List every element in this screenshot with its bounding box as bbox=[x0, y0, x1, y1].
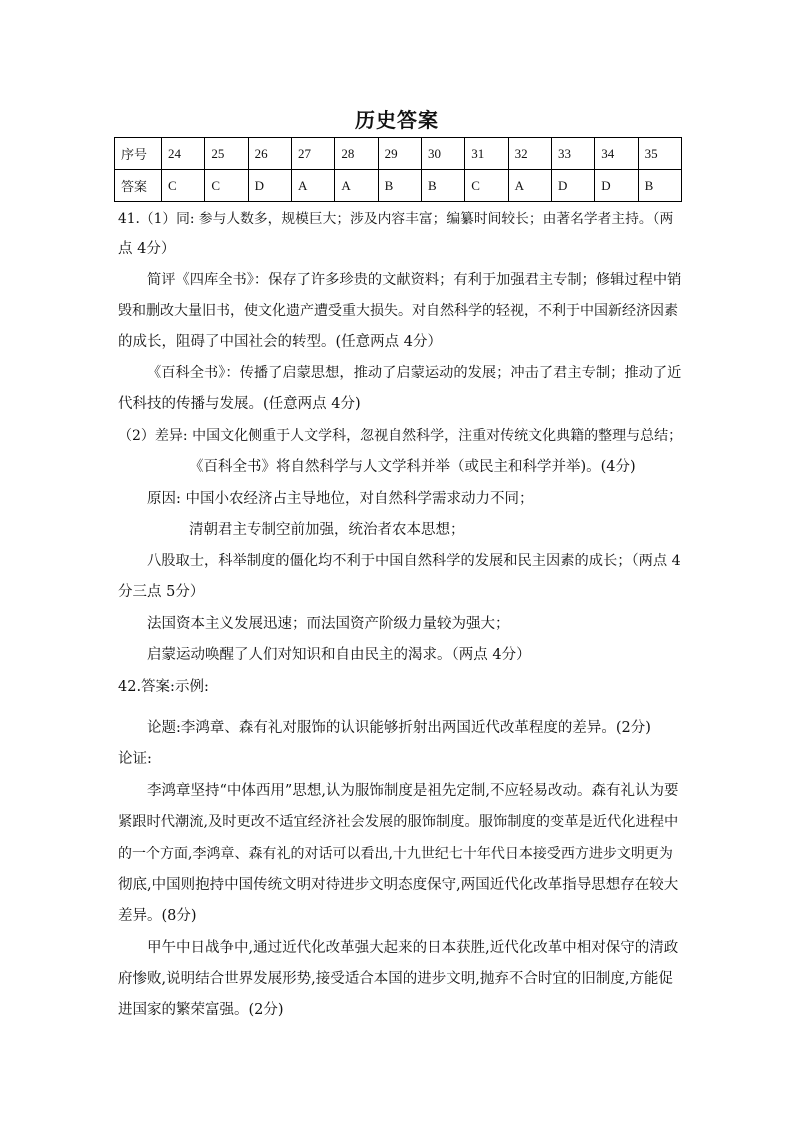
question-number: 35 bbox=[638, 138, 681, 170]
question-number: 26 bbox=[248, 138, 291, 170]
answer-cell: C bbox=[205, 170, 248, 202]
question-number: 34 bbox=[595, 138, 638, 170]
row-header-number: 序号 bbox=[115, 138, 162, 170]
answer-line: 甲午中日战争中,通过近代化改革强大起来的日本获胜,近代化改革中相对保守的清政 bbox=[147, 940, 679, 956]
answer-cell: D bbox=[595, 170, 638, 202]
answer-cell: C bbox=[465, 170, 508, 202]
answer-line: 论证: bbox=[118, 751, 152, 767]
answer-cell: C bbox=[162, 170, 205, 202]
answer-line: 李鸿章坚持“中体西用”思想,认为服饰制度是祖先定制,不应轻易改动。森有礼认为要 bbox=[147, 783, 679, 799]
answer-line: 进国家的繁荣富强。(2分) bbox=[118, 1002, 284, 1018]
page-title: 历史答案 bbox=[355, 108, 439, 132]
question-number: 24 bbox=[162, 138, 205, 170]
answer-line: 代科技的传播与发展。(任意两点 4分) bbox=[118, 396, 361, 412]
answer-line: 原因: 中国小农经济占主导地位，对自然科学需求动力不同； bbox=[147, 491, 534, 507]
row-header-answer: 答案 bbox=[115, 170, 162, 202]
answer-line: 41.（1）同: 参与人数多，规模巨大；涉及内容丰富；编纂时间较长；由著名学者主持。（两 bbox=[118, 211, 674, 227]
answer-line: 《百科全书》：传播了启蒙思想，推动了启蒙运动的发展；冲击了君主专制；推动了近 bbox=[147, 365, 682, 381]
answer-cell: B bbox=[378, 170, 421, 202]
answer-table bbox=[114, 137, 682, 202]
answer-line: 毁和删改大量旧书，使文化遗产遭受重大损失。对自然科学的轻视，不利于中国新经济因素 bbox=[118, 303, 678, 319]
answer-line: 府惨败,说明结合世界发展形势,接受适合本国的进步文明,抛弃不合时宜的旧制度,方能促 bbox=[118, 971, 673, 987]
answer-cell: A bbox=[335, 170, 378, 202]
answer-line: 的一个方面,李鸿章、森有礼的对话可以看出,十九世纪七十年代日本接受西方进步文明更为 bbox=[118, 846, 673, 862]
question-number: 33 bbox=[551, 138, 594, 170]
question-number: 31 bbox=[465, 138, 508, 170]
answer-cell: D bbox=[551, 170, 594, 202]
answer-cell: B bbox=[638, 170, 681, 202]
question-number: 32 bbox=[508, 138, 551, 170]
answer-cell: D bbox=[248, 170, 291, 202]
answer-line: 简评《四库全书》：保存了许多珍贵的文献资料；有利于加强君主专制；修辑过程中销 bbox=[147, 272, 682, 288]
answer-line: 清朝君主专制空前加强，统治者农本思想； bbox=[189, 522, 465, 538]
table-row bbox=[115, 138, 682, 170]
answer-line: 《百科全书》将自然科学与人文学科并举（或民主和科学并举)。(4分) bbox=[189, 459, 636, 475]
answer-line: 论题:李鸿章、森有礼对服饰的认识能够折射出两国近代改革程度的差异。(2分) bbox=[147, 720, 651, 736]
answer-line: （2）差异: 中国文化侧重于人文学科，忽视自然科学，注重对传统文化典籍的整理与总结； bbox=[118, 428, 683, 444]
answer-line: 差异。(8分) bbox=[118, 908, 197, 924]
answer-line: 42.答案:示例: bbox=[118, 679, 209, 695]
answer-line: 八股取士，科举制度的僵化均不利于中国自然科学的发展和民主因素的成长；（两点 4 bbox=[147, 553, 681, 569]
answer-cell: A bbox=[508, 170, 551, 202]
table-row bbox=[115, 170, 682, 202]
answer-line: 的成长，阻碍了中国社会的转型。(任意两点 4分） bbox=[118, 334, 442, 350]
answer-line: 法国资本主义发展迅速；而法国资产阶级力量较为强大； bbox=[147, 616, 510, 632]
question-number: 29 bbox=[378, 138, 421, 170]
answer-line: 彻底,中国则抱持中国传统文明对待进步文明态度保守,两国近代化改革指导思想存在较大 bbox=[118, 877, 679, 893]
answer-cell: A bbox=[291, 170, 334, 202]
question-number: 28 bbox=[335, 138, 378, 170]
answer-cell: B bbox=[421, 170, 464, 202]
question-number: 25 bbox=[205, 138, 248, 170]
answer-line: 分三点 5分） bbox=[118, 584, 205, 600]
answer-line: 紧跟时代潮流,及时更改不适宜经济社会发展的服饰制度。服饰制度的变革是近代化进程中 bbox=[118, 814, 679, 830]
question-number: 27 bbox=[291, 138, 334, 170]
answer-line: 点 4分） bbox=[118, 241, 176, 257]
answer-line: 启蒙运动唤醒了人们对知识和自由民主的渴求。（两点 4分） bbox=[147, 647, 531, 663]
question-number: 30 bbox=[421, 138, 464, 170]
